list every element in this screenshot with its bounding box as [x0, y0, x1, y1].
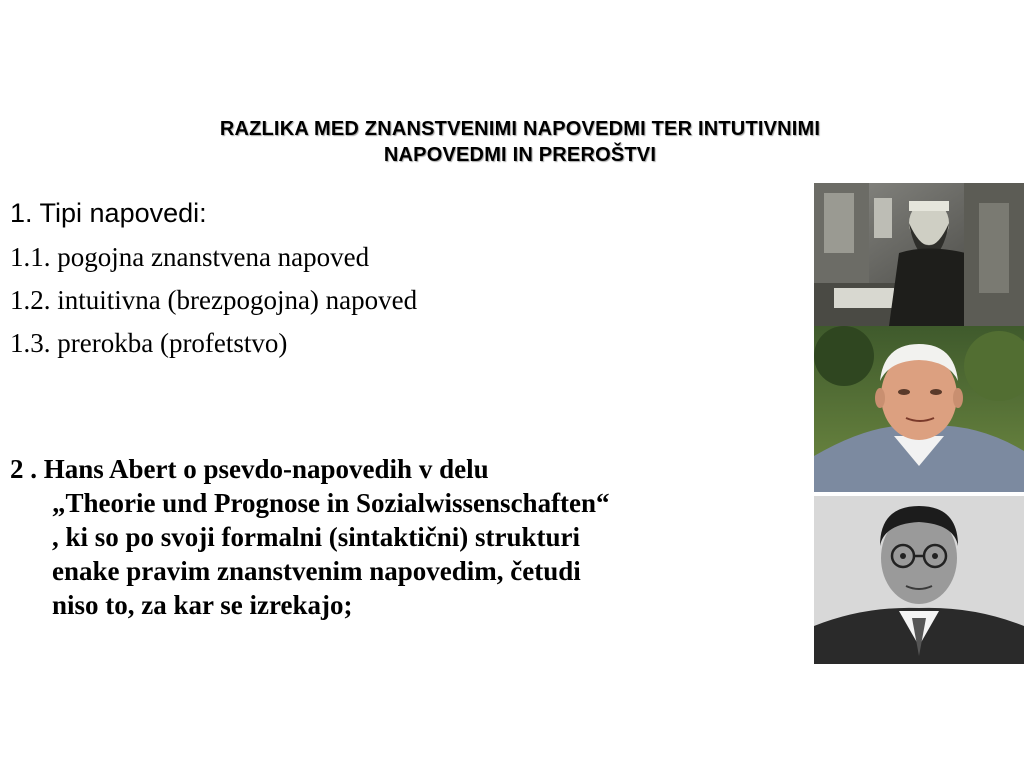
list-item-conditional-prediction: 1.1. pogojna znanstvena napoved [10, 242, 370, 272]
section-heading-types: 1. Tipi napovedi: [10, 198, 207, 228]
paragraph-hans-abert [10, 452, 810, 622]
paragraph-line-4: enake pravim znanstvenim napovedim, četudi [52, 556, 581, 586]
title-line-2: NAPOVEDMI IN PREROŠTVI [383, 144, 657, 166]
paragraph-continuation [10, 486, 810, 622]
portrait-bearded-man [814, 183, 1024, 326]
paragraph-line-3: , ki so po svoji formalni (sintaktični) strukturi [52, 522, 581, 552]
paragraph-line-5: niso to, za kar se izrekajo; [52, 590, 353, 620]
portrait-man-glasses [814, 496, 1024, 664]
list-item-intuitive-prediction: 1.2. intuitivna (brezpogojna) napoved [10, 285, 418, 315]
paragraph-line-1: 2 . Hans Abert o psevdo-napovedih v delu [10, 454, 489, 484]
paragraph-line-2: „Theorie und Prognose in Sozialwissenschaften“ [52, 488, 610, 518]
slide-title [60, 116, 980, 168]
list-item-prophecy: 1.3. prerokba (profetstvo) [10, 328, 288, 358]
title-line-1: RAZLIKA MED ZNANSTVENIMI NAPOVEDMI TER INTUTIVNIMI [219, 118, 821, 140]
portrait-elderly-man [814, 326, 1024, 492]
